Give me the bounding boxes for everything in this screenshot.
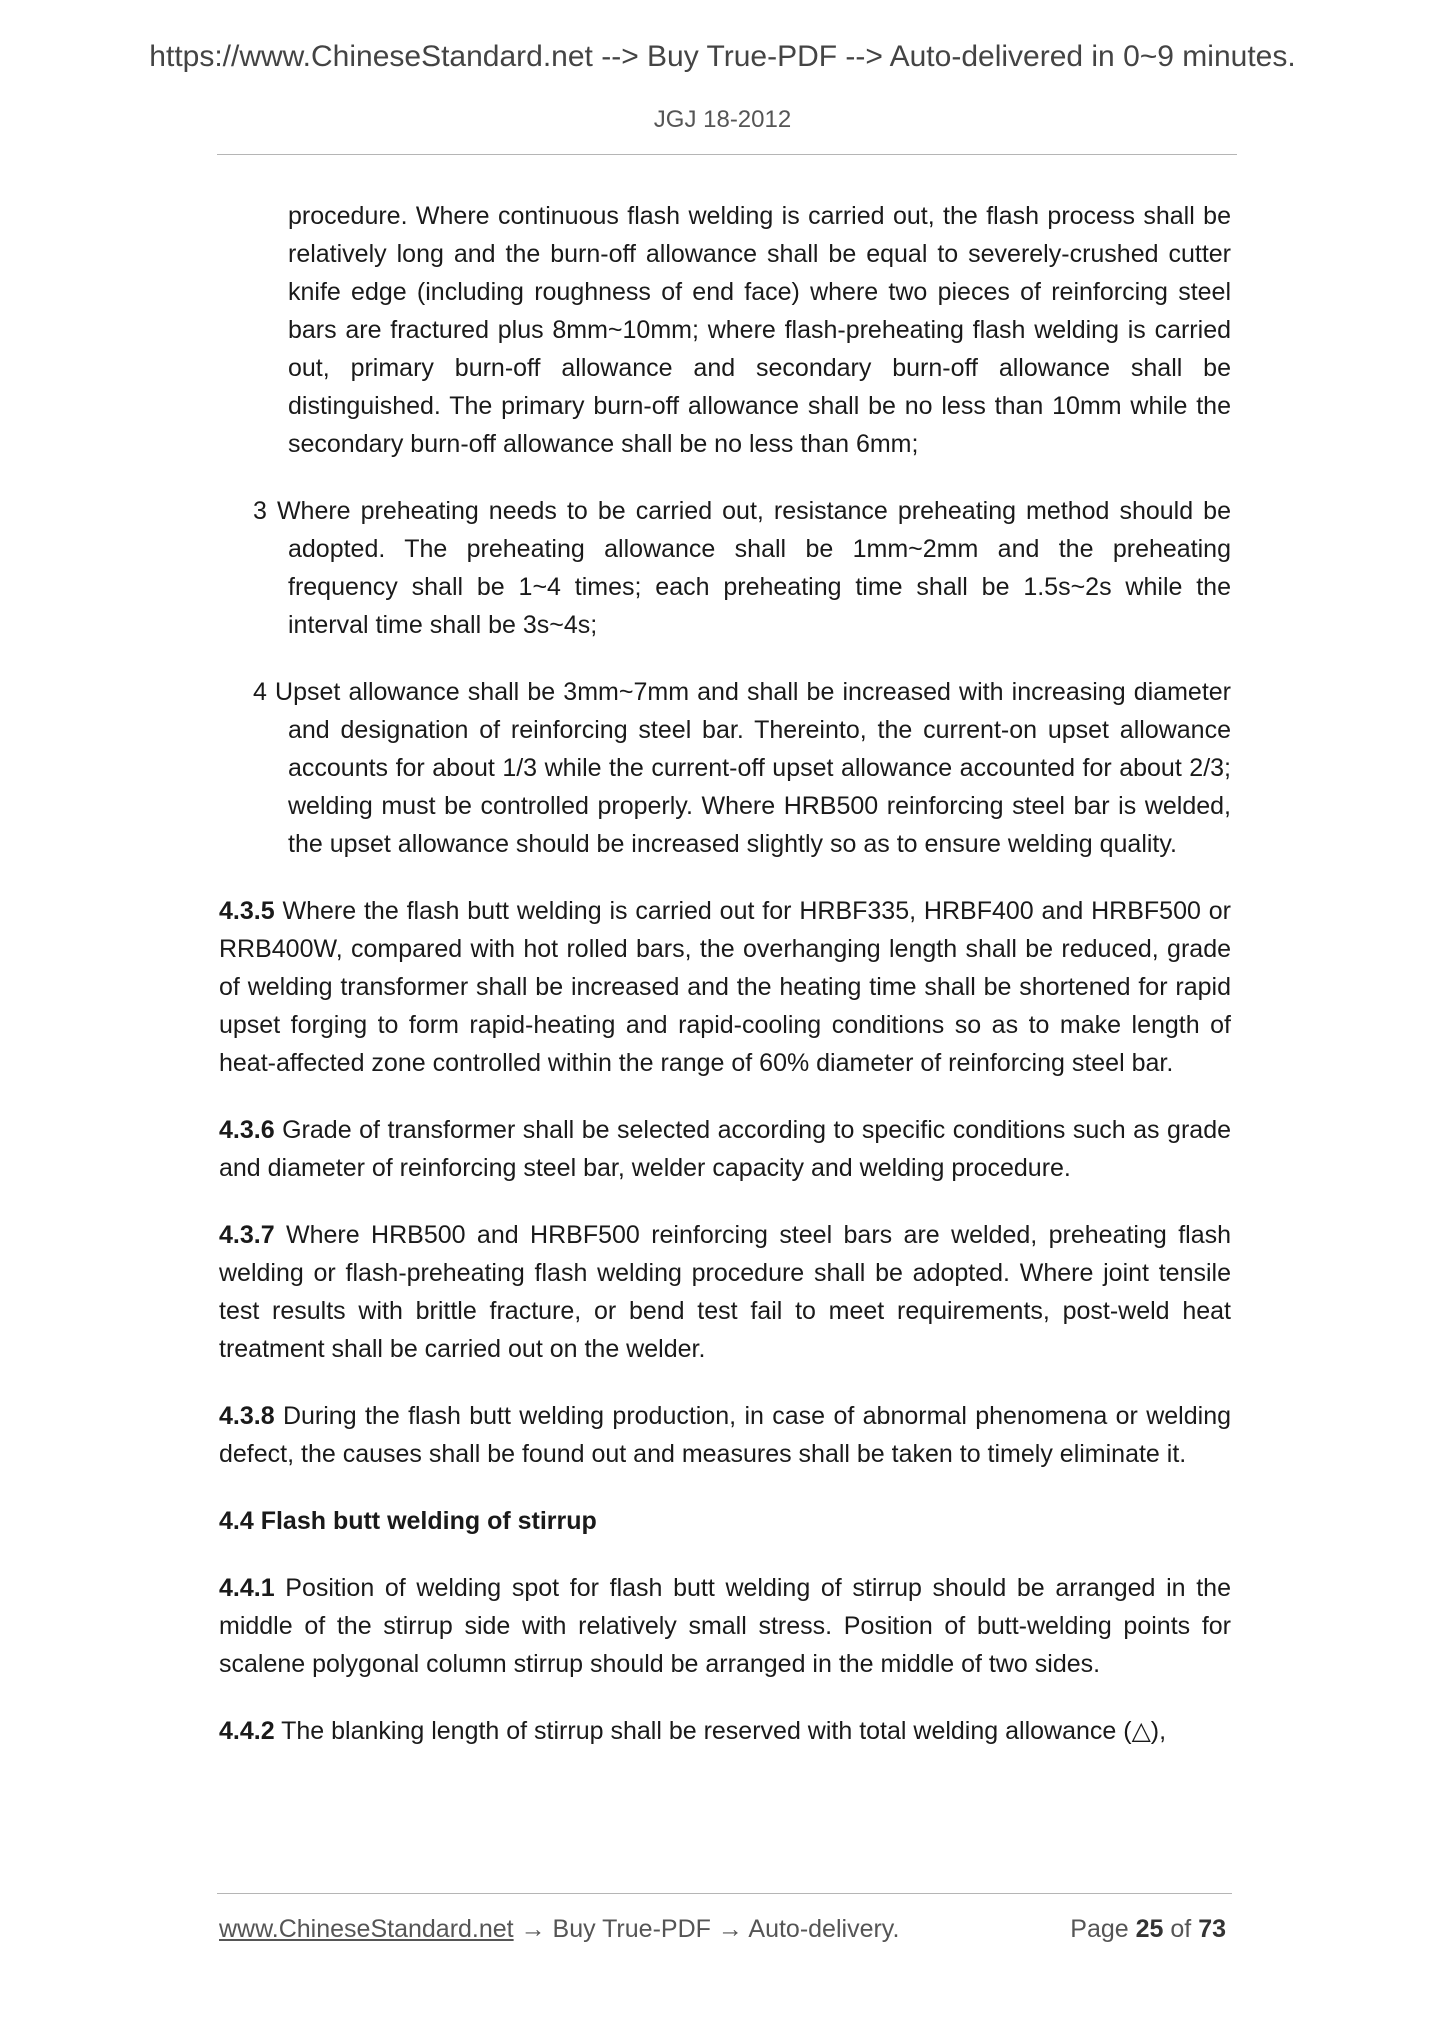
clause-4-3-7	[219, 1216, 1231, 1368]
clause-text: Where HRB500 and HRBF500 reinforcing steel bars are welded, preheating flash welding or flash-preheating flash welding procedure shall be adopted. Where joint tensile test results with brittle fracture, or bend test fail to meet requirements, post-weld heat treatment shall be carried out on the welder.	[219, 1221, 1231, 1363]
site-link[interactable]: www.ChineseStandard.net	[219, 1915, 514, 1943]
clause-4-3-8	[219, 1397, 1231, 1473]
page-footer	[219, 1915, 1231, 1944]
list-item-3: 3 Where preheating needs to be carried out, resistance preheating method should be adopted. The preheating allowance shall be 1mm~2mm and the preheating frequency shall be 1~4 times; each preheating time shall be 1.5s~2s while the interval time shall be 3s~4s;	[253, 497, 1231, 639]
section-heading: 4.4 Flash butt welding of stirrup	[219, 1507, 597, 1535]
section-heading-4-4	[219, 1502, 1231, 1540]
page-label: Page	[1070, 1915, 1136, 1943]
page-total: 73	[1198, 1915, 1226, 1943]
clause-text: The blanking length of stirrup shall be reserved with total welding allowance (△),	[274, 1717, 1167, 1745]
clause-text: Grade of transformer shall be selected according to specific conditions such as grade and diameter of reinforcing steel bar, welder capacity and welding procedure.	[219, 1116, 1231, 1182]
document-code: JGJ 18-2012	[653, 106, 792, 133]
clause-4-4-1	[219, 1569, 1231, 1683]
clause-text: During the flash butt welding production, in case of abnormal phenomena or welding defect, the causes shall be found out and measures shall be taken to timely eliminate it.	[219, 1402, 1231, 1468]
clause-number: 4.3.6	[219, 1116, 275, 1144]
clause-text: Position of welding spot for flash butt welding of stirrup should be arranged in the middle of the stirrup side with relatively small stress. Position of butt-welding points for scalene polygonal column stirrup should be arranged in the middle of two sides.	[219, 1574, 1231, 1678]
paragraph-continuation: procedure. Where continuous flash welding is carried out, the flash process shall be relatively long and the burn-off allowance shall be equal to severely-crushed cutter knife edge (including roughness of end face) where two pieces of reinforcing steel bars are fractured plus 8mm~10mm; where flash-preheating flash welding is carried out, primary burn-off allowance and secondary burn-off allowance shall be distinguished. The primary burn-off allowance shall be no less than 10mm while the secondary burn-off allowance shall be no less than 6mm;	[288, 202, 1231, 458]
header-divider	[217, 154, 1237, 155]
clause-4-4-2	[219, 1712, 1231, 1750]
clause-number: 4.4.2	[219, 1717, 275, 1745]
list-item-4: 4 Upset allowance shall be 3mm~7mm and shall be increased with increasing diameter and designation of reinforcing steel bar. Thereinto, the current-on upset allowance accounts for about 1/3 while the current-off upset allowance accounted for about 2/3; welding must be controlled properly. Where HRB500 reinforcing steel bar is welded, the upset allowance should be increased slightly so as to ensure welding quality.	[253, 678, 1231, 858]
site-banner: https://www.ChineseStandard.net --> Buy True-PDF --> Auto-delivered in 0~9 minutes.	[149, 40, 1296, 73]
clause-number: 4.4.1	[219, 1574, 275, 1602]
footer-tagline: → Buy True-PDF → Auto-delivery.	[513, 1915, 900, 1943]
of-label: of	[1163, 1915, 1199, 1943]
page-content	[219, 197, 1231, 1779]
footer-divider	[217, 1893, 1232, 1894]
clause-4-3-6	[219, 1111, 1231, 1187]
clause-4-3-5	[219, 892, 1231, 1082]
clause-number: 4.3.7	[219, 1221, 275, 1249]
page-number: 25	[1135, 1915, 1164, 1943]
clause-number: 4.3.8	[219, 1402, 275, 1430]
page-indicator	[1070, 1915, 1226, 1944]
clause-text: Where the flash butt welding is carried out for HRBF335, HRBF400 and HRBF500 or RRB400W, compared with hot rolled bars, the overhanging length shall be reduced, grade of welding transformer shall be increased and the heating time shall be shortened for rapid upset forging to form rapid-heating and rapid-cooling conditions so as to make length of heat-affected zone controlled within the range of 60% diameter of reinforcing steel bar.	[219, 897, 1231, 1077]
clause-number: 4.3.5	[219, 897, 275, 925]
